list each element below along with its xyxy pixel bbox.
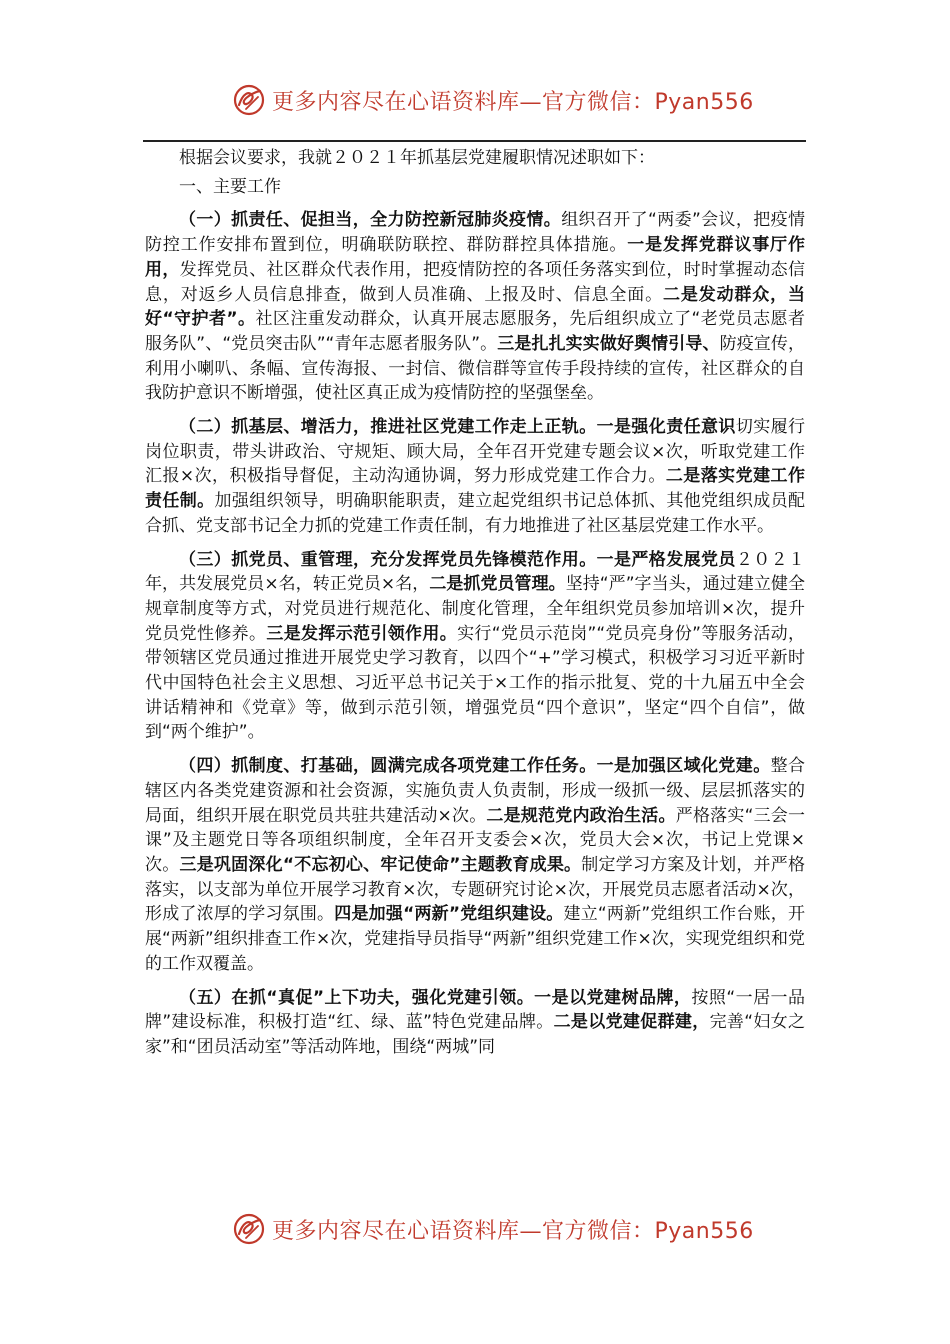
intro-paragraph: 根据会议要求，我就２０２１年抓基层党建履职情况述职如下： bbox=[179, 148, 655, 168]
section-heading: 一、主要工作 bbox=[179, 176, 281, 197]
document-body bbox=[145, 146, 805, 1060]
footer-banner bbox=[232, 1207, 752, 1251]
banner-text: 更多内容尽在心语资料库—官方微信：Pyan556 bbox=[272, 1218, 754, 1244]
paragraph-1: （一）抓责任、促担当，全力防控新冠肺炎疫情。组织召开了“两委”会议，把疫情防控工作安排布置到位，明确联防联控、群防群控具体措施。一是发挥党群议事厅作用，发挥党员、社区群众代表作用，把疫情防控的各项任务落实到位，时时掌握动态信息，对返乡人员信息排查，做到人员准确、上报及时、信息全面。二是发动群众，当好“守护者”。社区注重发动群众，认真开展志愿服务，先后组织成立了“老党员志愿者服务队”、“党员突击队”“青年志愿者服务队”。三是扎扎实实做好舆情引导、防疫宣传，利用小喇叭、条幅、宣传海报、一封信、微信群等宣传手段持续的宣传，社区群众的自我防护意识不断增强，使社区真正成为疫情防控的坚强堡垒。 bbox=[145, 210, 806, 404]
signature-logo-icon bbox=[232, 1212, 266, 1246]
banner-handle: Pyan556 bbox=[654, 89, 754, 115]
banner-text: 更多内容尽在心语资料库—官方微信：Pyan556 bbox=[272, 89, 754, 115]
paragraph-5: （五）在抓“真促”上下功夫，强化党建引领。一是以党建树品牌，按照“一居一品牌”建设标准，积极打造“红、绿、蓝”特色党建品牌。二是以党建促群建，完善“妇女之家”和“团员活动室”等活动阵地，围绕“两城”同 bbox=[145, 987, 806, 1057]
header-banner bbox=[232, 78, 752, 122]
banner-handle: Pyan556 bbox=[654, 1218, 754, 1244]
signature-logo-icon bbox=[232, 83, 266, 117]
header-divider bbox=[143, 140, 806, 142]
paragraph-2: （二）抓基层、增活力，推进社区党建工作走上正轨。一是强化责任意识切实履行岗位职责，带头讲政治、守规矩、顾大局，全年召开党建专题会议×次，听取党建工作汇报×次，积极指导督促，主动沟通协调，努力形成党建工作合力。二是落实党建工作责任制。加强组织领导，明确职能职责，建立起党组织书记总体抓、其他党组织成员配合抓、党支部书记全力抓的党建工作责任制，有力地推进了社区基层党建工作水平。 bbox=[145, 417, 806, 536]
paragraph-3: （三）抓党员、重管理，充分发挥党员先锋模范作用。一是严格发展党员２０２１年，共发展党员×名，转正党员×名，二是抓党员管理。坚持“严”字当头，通过建立健全规章制度等方式，对党员进行规范化、制度化管理，全年组织党员参加培训×次，提升党员党性修养。三是发挥示范引领作用。实行“党员示范岗”“党员亮身份”等服务活动，带领辖区党员通过推进开展党史学习教育，以四个“+”学习模式，积极学习习近平新时代中国特色社会主义思想、习近平总书记关于×工作的指示批复、党的十九届五中全会讲话精神和《党章》等，做到示范引领，增强党员“四个意识”，坚定“四个自信”，做到“两个维护”。 bbox=[145, 549, 806, 743]
paragraph-4: （四）抓制度、打基础，圆满完成各项党建工作任务。一是加强区域化党建。整合辖区内各类党建资源和社会资源，实施负责人负责制，形成一级抓一级、层层抓落实的局面，组织开展在职党员共驻共建活动×次。二是规范党内政治生活。严格落实“三会一课”及主题党日等各项组织制度，全年召开支委会×次，党员大会×次，书记上党课×次。三是巩固深化“不忘初心、牢记使命”主题教育成果。制定学习方案及计划，并严格落实，以支部为单位开展学习教育×次，专题研究讨论×次，开展党员志愿者活动×次，形成了浓厚的学习氛围。四是加强“两新”党组织建设。建立“两新”党组织工作台账，开展“两新”组织排查工作×次，党建指导员指导“两新”组织党建工作×次，实现党组织和党的工作双覆盖。 bbox=[145, 756, 806, 974]
